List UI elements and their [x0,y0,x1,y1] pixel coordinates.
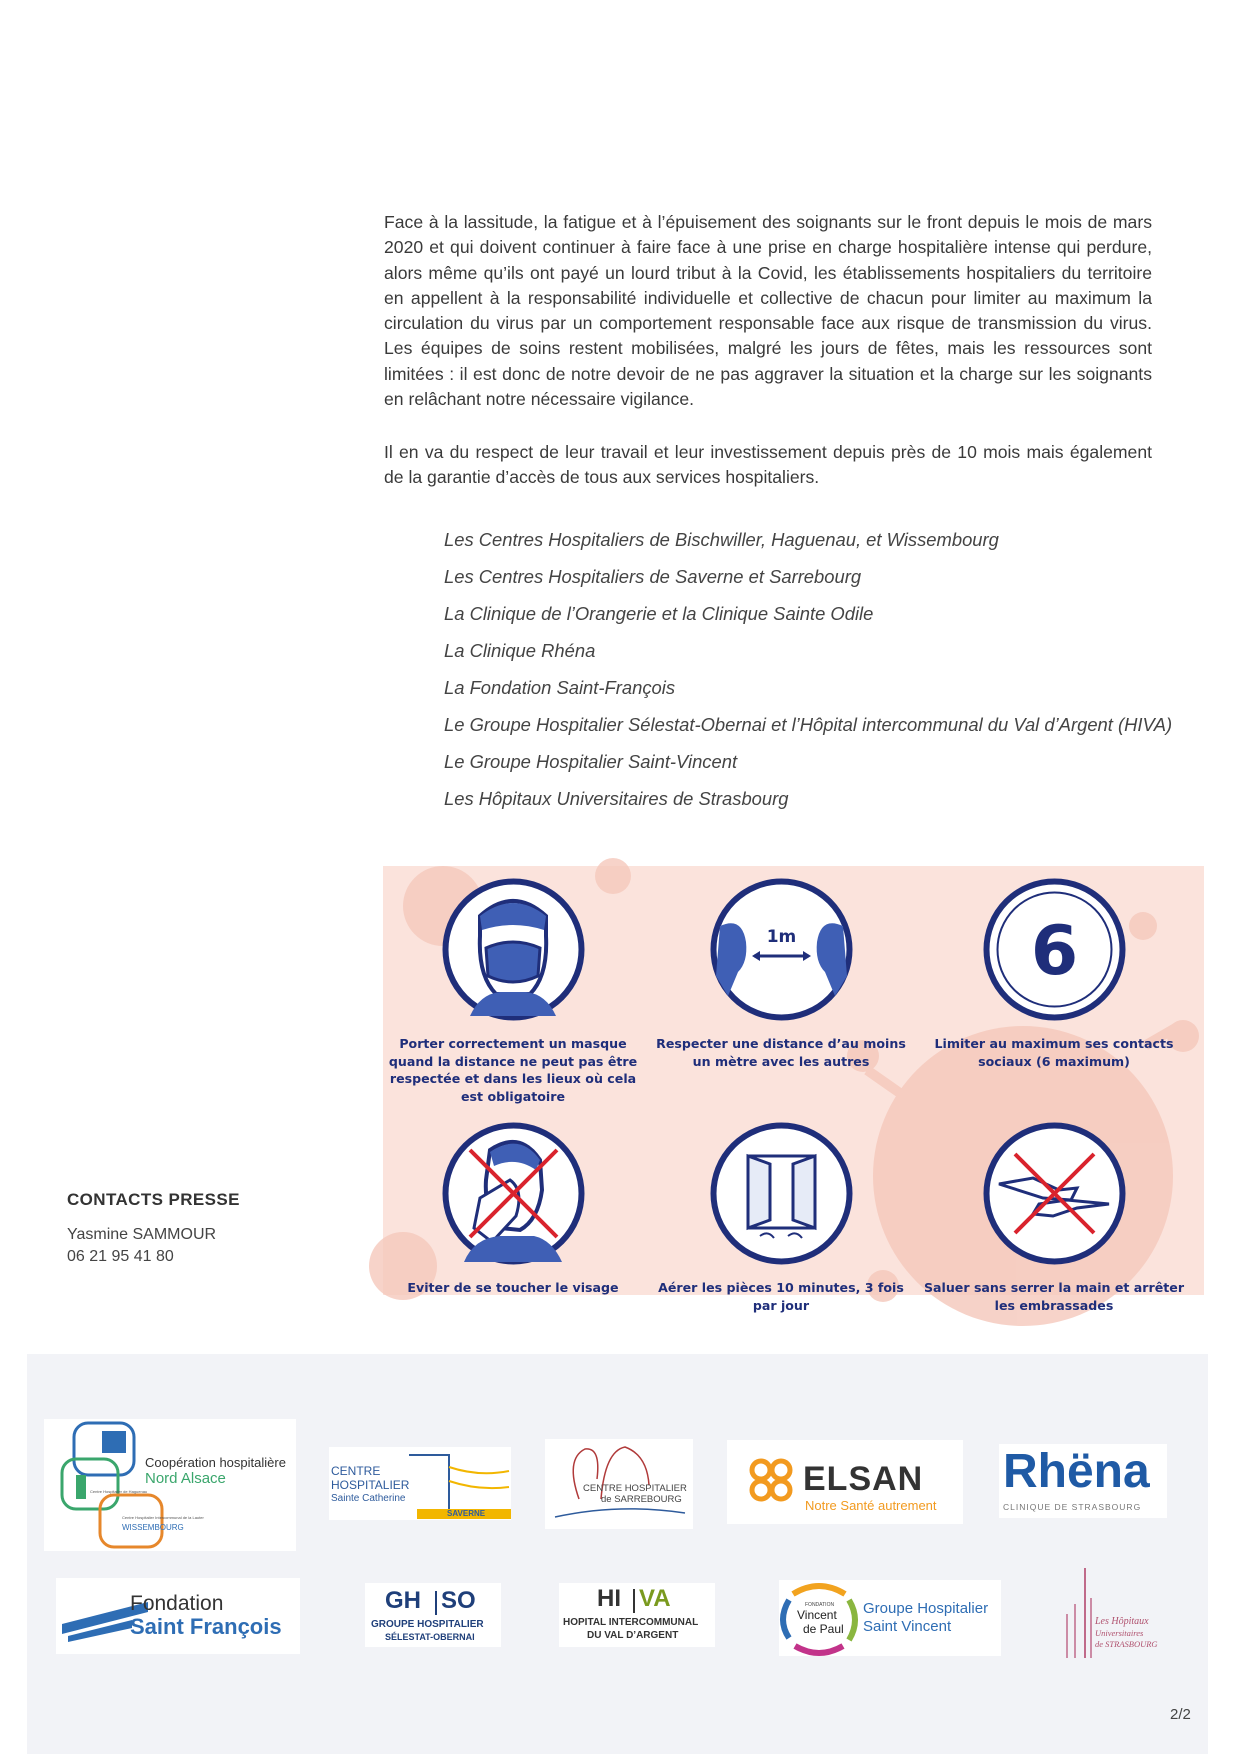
hiva-left: HI [597,1585,621,1612]
logo-saverne [329,1447,511,1520]
elsan-emblem-icon [749,1458,793,1502]
ghso-line1: GROUPE HOSPITALIER [371,1619,484,1630]
contacts-number: 6 [1030,912,1078,991]
saverne-line1: CENTRE [331,1464,381,1478]
gesture-ventilation [646,1120,916,1314]
hus-line1: Les Hôpitaux [1095,1616,1149,1627]
logo-ghso [365,1583,501,1647]
window-icon [708,1120,855,1267]
saint-vincent-badge-small: FONDATION [805,1602,835,1608]
sarrebourg-line1: CENTRE HOSPITALIER [583,1483,687,1494]
press-contacts-title: CONTACTS PRESSE [67,1190,240,1209]
list-item: Les Centres Hospitaliers de Saverne et Sarrebourg [444,566,862,587]
hiva-divider [633,1589,635,1613]
gesture-distance [646,876,916,1070]
signatories-list [444,525,1172,821]
partner-logos-band [27,1354,1208,1754]
saint-vincent-badge1: Vincent [797,1608,837,1622]
hus-line2: Universitaires [1095,1628,1144,1638]
list-item: La Clinique de l’Orangerie et la Clinique Sainte Odile [444,603,874,624]
body-paragraph-2: Il en va du respect de leur travail et leur investissement depuis près de 10 mois mais également de la garantie d’accès de tous aux services hospitaliers. [384,442,1152,488]
fondation-line1: Fondation [130,1592,224,1615]
nord-alsace-sub3: WISSEMBOURG [122,1523,184,1532]
press-contacts [67,1190,367,1268]
caption-contacts: Limiter au maximum ses contacts sociaux (6 maximum) [934,1036,1174,1069]
hus-cathedral-icon [1057,1568,1097,1658]
no-face-touch-icon [440,1120,587,1267]
caption-ventilation: Aérer les pièces 10 minutes, 3 fois par jour [658,1280,904,1313]
caption-face: Eviter de se toucher le visage [407,1280,619,1295]
nord-alsace-sub1: Centre Hospitalier de Haguenau [90,1489,148,1494]
hiva-line2: DU VAL D’ARGENT [587,1630,679,1641]
ghso-divider [435,1591,437,1615]
saint-vincent-line1: Groupe Hospitalier [863,1600,989,1617]
six-contacts-icon [981,876,1128,1023]
logo-hus [1057,1568,1157,1666]
caption-handshake: Saluer sans serrer la main et arrêter les embrassades [923,1280,1185,1313]
nord-alsace-sub2: Centre Hospitalier Intercommunal de la Lauter [122,1515,204,1520]
hiva-right: VA [639,1585,671,1612]
caption-mask: Porter correctement un masque quand la distance ne peut pas être respectée et dans les lieux où cela est obligatoire [388,1036,638,1104]
barrier-gestures-infographic [383,866,1204,1313]
saint-vincent-badge2: de Paul [803,1622,844,1636]
logo-saint-vincent [779,1580,1001,1656]
body-paragraph-1: Face à la lassitude, la fatigue et à l’épuisement des soignants sur le front depuis le mois de mars 2020 et qui doivent continuer à faire face à une prise en charge hospitalière intense qui perdure, alors même qu’ils ont payé un lourd tribut à la Covid, les établissements hospitaliers du territoire en appellent à la responsabilité individuelle et collective de chacun pour limiter au maximum la circulation du virus par un comportement responsable face aux risque de transmission du virus. Les équipes de soins restent mobilisées, malgré les jours de fêtes, mais les ressources sont limitées : il est donc de notre devoir de ne pas aggraver la situation et la charge sur les soignants en relâchant notre nécessaire vigilance. [384,212,1152,410]
ghso-line2: SÉLESTAT-OBERNAI [385,1632,475,1642]
sarrebourg-line2: de SARREBOURG [601,1494,682,1505]
saverne-line2: HOSPITALIER [331,1478,410,1492]
contact-phone: 06 21 95 41 80 [67,1248,174,1265]
nord-alsace-line2: Nord Alsace [145,1470,226,1487]
gesture-handshake [919,1120,1189,1314]
hiva-line1: HOPITAL INTERCOMMUNAL [563,1617,699,1628]
distance-icon [708,876,855,1023]
contact-name: Yasmine SAMMOUR [67,1226,217,1243]
saverne-line3: Sainte Catherine [331,1493,406,1504]
list-item: La Fondation Saint-François [444,677,676,698]
rhena-tagline: CLINIQUE DE STRASBOURG [1003,1502,1142,1512]
logo-hiva [559,1583,715,1647]
logo-nord-alsace [44,1419,296,1551]
hus-line3: de STRASBOURG [1095,1639,1158,1649]
fondation-line2: Saint François [130,1614,282,1639]
list-item: Le Groupe Hospitalier Sélestat-Obernai et l’Hôpital intercommunal du Val d’Argent (HIVA) [444,714,1173,735]
gesture-face [378,1120,648,1297]
saverne-city: SAVERNE [447,1509,486,1518]
logo-fondation-saint-francois [56,1578,300,1654]
gesture-contacts [919,876,1189,1070]
distance-label: 1m [766,927,796,947]
list-item: La Clinique Rhéna [444,640,596,661]
ghso-left: GH [385,1587,421,1614]
gesture-mask [378,876,648,1105]
elsan-name: ELSAN [803,1460,924,1498]
saint-vincent-line2: Saint Vincent [863,1618,952,1635]
ghso-right: SO [441,1587,476,1614]
nord-alsace-line1: Coopération hospitalière [145,1455,286,1470]
list-item: Les Hôpitaux Universitaires de Strasbourg [444,788,789,809]
no-handshake-icon [981,1120,1128,1267]
logo-rhena [999,1444,1167,1518]
logo-elsan [727,1440,963,1524]
elsan-tagline: Notre Santé autrement [805,1498,937,1513]
list-item: Les Centres Hospitaliers de Bischwiller, Haguenau, et Wissembourg [444,529,999,550]
caption-distance: Respecter une distance d’au moins un mètre avec les autres [656,1036,906,1069]
list-item: Le Groupe Hospitalier Saint-Vincent [444,751,738,772]
logo-sarrebourg [545,1439,693,1529]
page-number: 2/2 [1170,1706,1191,1723]
mask-icon [440,876,587,1023]
rhena-name: Rhëna [1003,1445,1150,1498]
